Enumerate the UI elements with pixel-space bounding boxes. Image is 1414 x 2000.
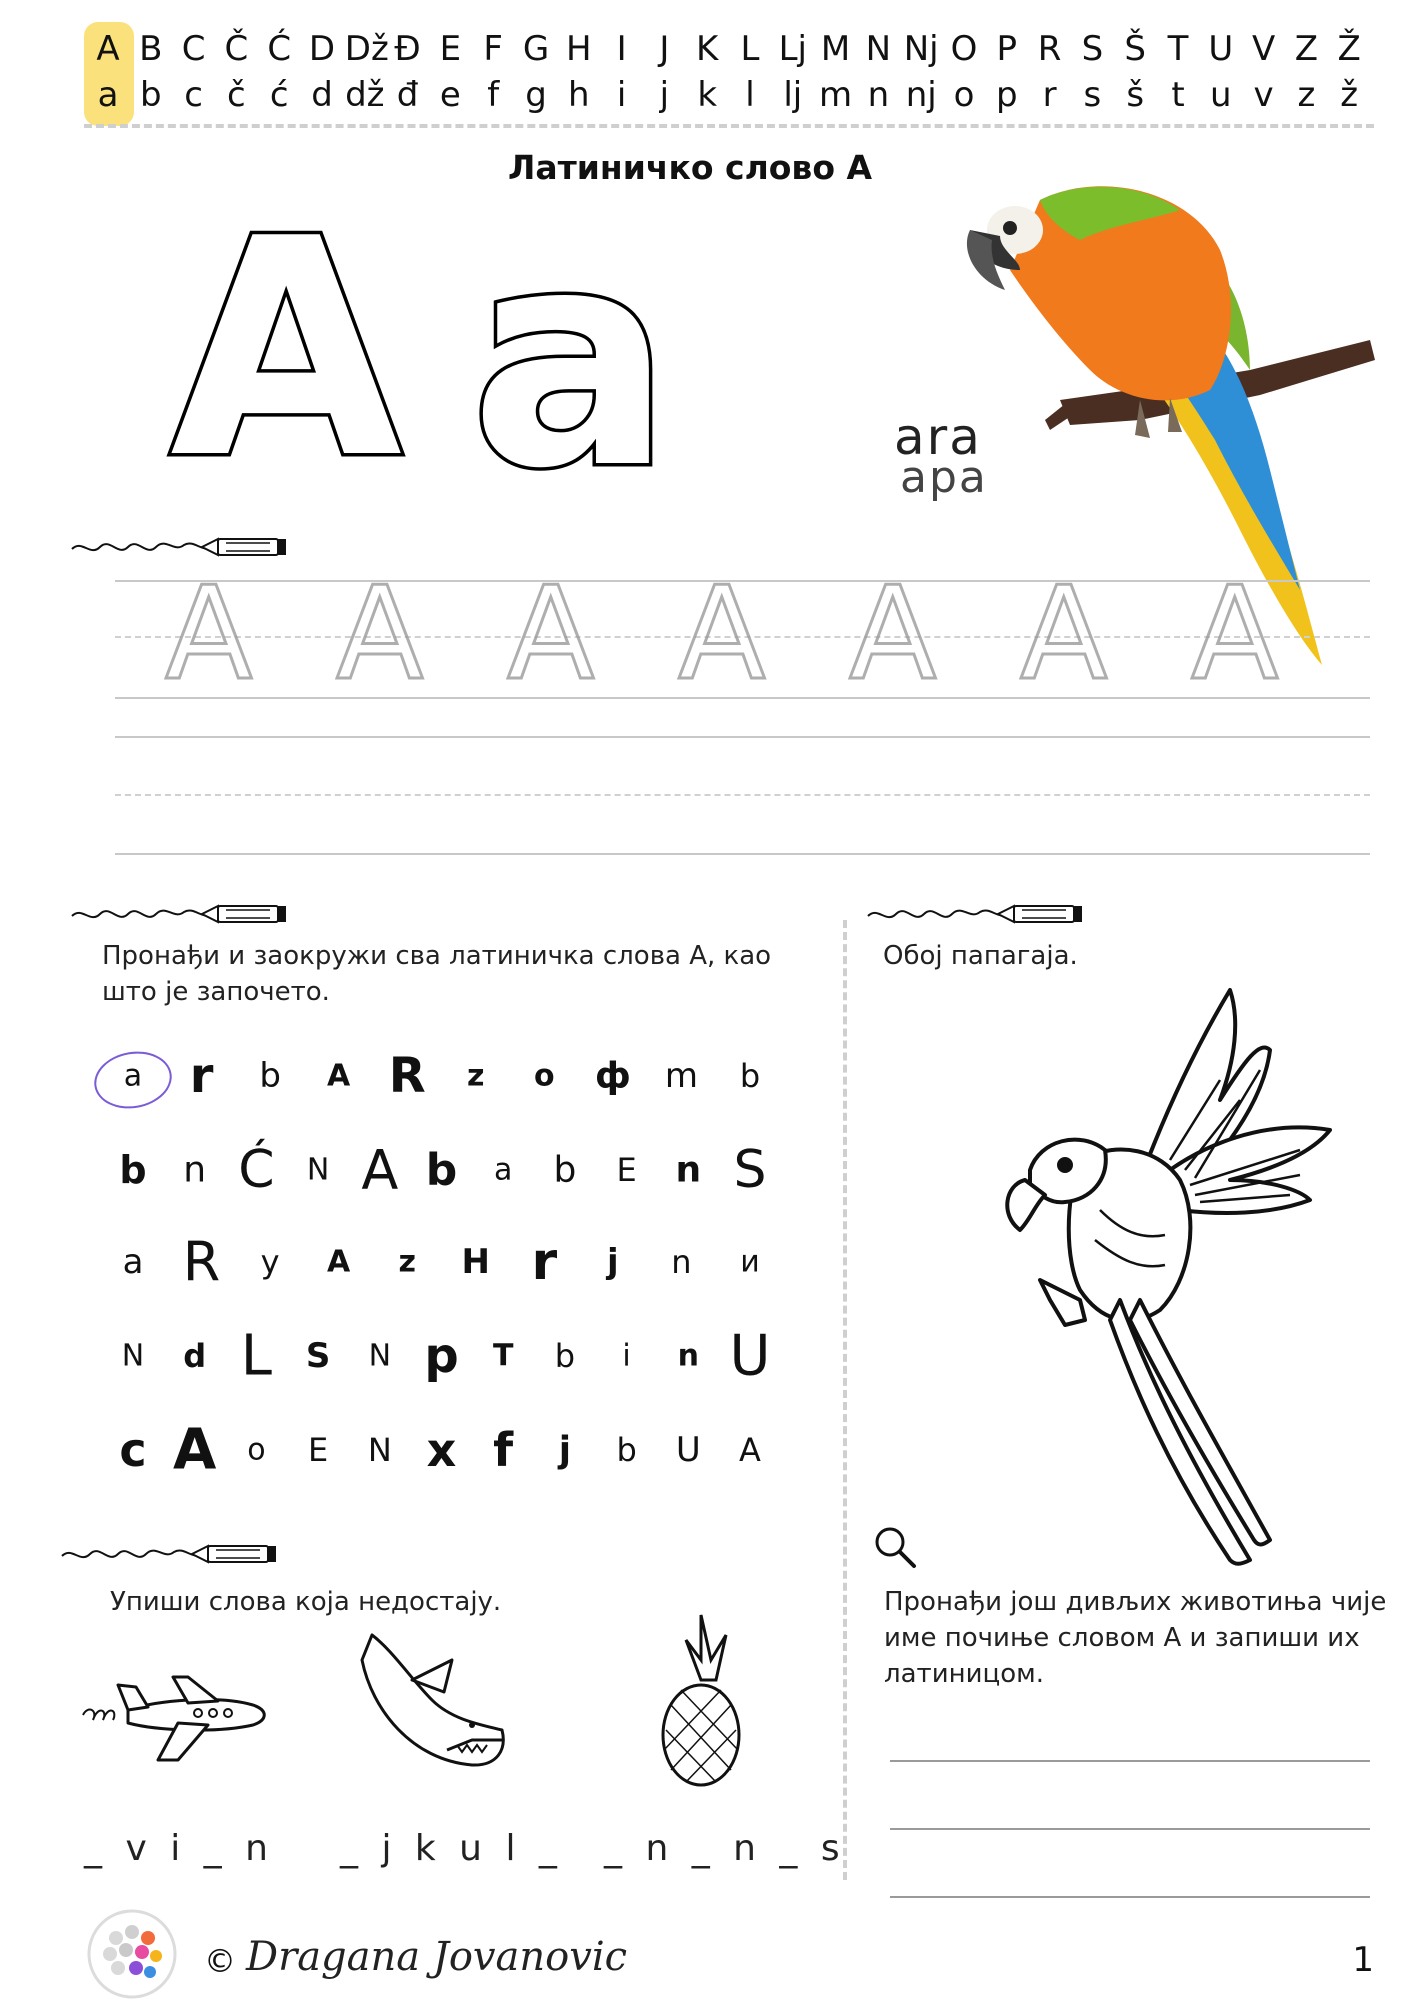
trace-letter: A: [1020, 560, 1108, 709]
alphabet-lower-5: ć: [269, 75, 289, 115]
example-circle: [90, 1046, 177, 1115]
grid-letter[interactable]: a: [122, 1242, 144, 1282]
alphabet-upper-17: Lj: [778, 29, 807, 69]
alphabet-lower-30: ž: [1340, 75, 1359, 115]
answer-line-3[interactable]: [890, 1896, 1370, 1898]
grid-letter[interactable]: b: [119, 1148, 147, 1192]
grid-letter[interactable]: S: [733, 1140, 767, 1200]
alphabet-upper-16: L: [740, 29, 760, 69]
alphabet-lowercase-row: [84, 72, 1384, 118]
grid-letter[interactable]: A: [327, 1244, 351, 1280]
alphabet-upper-9: E: [439, 29, 462, 69]
trace-letter: A: [849, 560, 937, 709]
alphabet-upper-25: Š: [1124, 29, 1146, 69]
alphabet-upper-23: R: [1037, 29, 1062, 69]
animals-instruction: Пронађи још дивљих животиња чије име почиње словом А и запиши их латиницом.: [884, 1587, 1387, 1689]
grid-letter[interactable]: i: [622, 1338, 631, 1374]
alphabet-lower-8: đ: [396, 75, 419, 115]
alphabet-upper-28: V: [1251, 29, 1276, 69]
grid-letter[interactable]: j: [607, 1242, 619, 1282]
grid-letter[interactable]: b: [616, 1431, 637, 1469]
grid-letter[interactable]: b: [554, 1337, 576, 1375]
alphabet-lower-6: d: [311, 75, 333, 115]
alphabet-upper-22: P: [996, 29, 1018, 69]
alphabet-lower-11: g: [525, 75, 547, 115]
grid-letter[interactable]: a: [493, 1152, 513, 1188]
write-line-base[interactable]: [115, 853, 1370, 855]
example-word-latin: ara: [894, 408, 982, 466]
grid-letter[interactable]: c: [119, 1423, 147, 1477]
pineapple-icon: [656, 1610, 746, 1790]
alphabet-upper-30: Ž: [1337, 29, 1361, 69]
alphabet-lower-24: s: [1083, 75, 1102, 115]
grid-letter[interactable]: A: [173, 1417, 217, 1483]
copyright-symbol: ©: [204, 1942, 236, 1980]
alphabet-lower-10: f: [487, 75, 500, 115]
alphabet-upper-4: Č: [224, 29, 249, 69]
alphabet-upper-29: Z: [1294, 29, 1319, 69]
missing-word-2[interactable]: _ j k u l _: [340, 1828, 563, 1869]
alphabet-lower-26: t: [1171, 75, 1185, 115]
pencil-icon: [70, 533, 290, 561]
alphabet-divider: [84, 124, 1374, 128]
parrot-coloring-outline[interactable]: [970, 980, 1350, 1570]
answer-line-1[interactable]: [890, 1760, 1370, 1762]
alphabet-uppercase-row: [84, 26, 1384, 72]
grid-letter[interactable]: b: [739, 1057, 761, 1095]
trace-letter: A: [507, 560, 595, 709]
grid-letter[interactable]: H: [461, 1242, 490, 1282]
alphabet-lower-12: h: [568, 75, 590, 115]
alphabet-lower-14: j: [659, 75, 670, 115]
grid-letter[interactable]: j: [558, 1429, 572, 1471]
grid-letter[interactable]: n: [671, 1243, 692, 1281]
grid-letter[interactable]: n: [677, 1338, 699, 1374]
grid-letter[interactable]: N: [368, 1338, 392, 1374]
grid-letter[interactable]: f: [493, 1423, 514, 1477]
alphabet-upper-21: O: [950, 29, 978, 69]
example-word-cyrillic: ара: [900, 452, 988, 503]
alphabet-upper-19: N: [865, 29, 892, 69]
trace-letter: A: [1191, 560, 1279, 709]
find-instruction: Пронађи и заокружи сва латиничка слова А, као што је започето.: [102, 941, 772, 1007]
alphabet-lower-4: č: [227, 75, 246, 115]
answer-line-2[interactable]: [890, 1828, 1370, 1830]
write-line-mid[interactable]: [115, 794, 1370, 796]
alphabet-lower-3: c: [184, 75, 203, 115]
alphabet-upper-20: Nj: [903, 29, 939, 69]
pencil-icon: [866, 900, 1086, 928]
alphabet-upper-5: Ć: [267, 29, 292, 69]
alphabet-upper-7: Dž: [344, 29, 389, 69]
alphabet-upper-27: U: [1208, 29, 1234, 69]
grid-letter[interactable]: b: [259, 1056, 281, 1096]
grid-letter[interactable]: b: [553, 1149, 577, 1191]
magnifier-icon: [872, 1524, 918, 1570]
grid-letter[interactable]: N: [121, 1338, 145, 1374]
grid-letter[interactable]: d: [183, 1337, 207, 1375]
alphabet-lower-22: p: [996, 75, 1018, 115]
grid-letter[interactable]: и: [740, 1244, 760, 1280]
alphabet-lower-27: u: [1210, 75, 1232, 115]
section-divider: [843, 920, 847, 1880]
grid-letter[interactable]: U: [729, 1323, 771, 1389]
alphabet-lower-9: e: [439, 75, 461, 115]
alphabet-upper-1: A: [96, 29, 120, 69]
grid-letter[interactable]: r: [189, 1048, 214, 1104]
alphabet-upper-6: D: [308, 29, 336, 69]
grid-letter[interactable]: S: [305, 1336, 331, 1376]
grid-letter[interactable]: N: [306, 1152, 330, 1188]
alphabet-upper-18: M: [820, 29, 851, 69]
alphabet-upper-11: G: [522, 29, 550, 69]
grid-letter[interactable]: r: [531, 1232, 558, 1292]
grid-letter[interactable]: z: [398, 1244, 416, 1280]
alphabet-upper-15: K: [696, 29, 719, 69]
page-number: 1: [1352, 1940, 1374, 1980]
alphabet-lower-25: š: [1126, 75, 1145, 115]
alphabet-lower-7: dž: [345, 75, 385, 115]
missing-word-3[interactable]: _ n _ n _ s: [604, 1828, 846, 1869]
big-uppercase-letter: A: [170, 175, 403, 524]
alphabet-upper-12: H: [566, 29, 592, 69]
alphabet-lower-28: v: [1253, 75, 1274, 115]
page-title: Латиничко слово А: [507, 148, 873, 187]
grid-letter[interactable]: o: [534, 1058, 555, 1094]
grid-letter[interactable]: n: [183, 1149, 207, 1191]
alphabet-lower-18: m: [819, 75, 853, 115]
alphabet-upper-13: I: [616, 29, 627, 69]
alphabet-lower-15: k: [697, 75, 718, 115]
pencil-icon: [70, 900, 290, 928]
alphabet-lower-20: nj: [905, 75, 937, 115]
grid-letter[interactable]: A: [739, 1431, 761, 1469]
alphabet-lower-23: r: [1042, 75, 1057, 115]
grid-letter[interactable]: a: [123, 1058, 143, 1094]
trace-letter: A: [678, 560, 766, 709]
grid-letter[interactable]: A: [327, 1058, 351, 1094]
alphabet-upper-26: T: [1167, 29, 1189, 69]
grid-letter[interactable]: x: [426, 1423, 457, 1477]
grid-letter[interactable]: b: [425, 1144, 458, 1196]
signature: Dragana Jovanovic: [246, 1934, 628, 1980]
grid-letter[interactable]: p: [424, 1328, 459, 1384]
grid-letter[interactable]: z: [467, 1058, 485, 1094]
grid-letter[interactable]: n: [675, 1149, 702, 1191]
shark-icon: [352, 1630, 512, 1780]
write-line-top[interactable]: [115, 736, 1370, 738]
grid-letter[interactable]: N: [367, 1431, 392, 1469]
grid-letter[interactable]: ф: [595, 1055, 631, 1097]
logo-icon: [86, 1908, 178, 2000]
grid-letter[interactable]: E: [307, 1431, 329, 1469]
alphabet-lower-21: o: [953, 75, 975, 115]
grid-letter[interactable]: y: [260, 1243, 280, 1281]
pencil-icon: [60, 1540, 280, 1568]
grid-letter[interactable]: T: [492, 1338, 514, 1374]
alphabet-upper-14: J: [659, 29, 670, 69]
alphabet-upper-10: F: [483, 29, 503, 69]
parrot-photo-illustration: [930, 170, 1380, 670]
alphabet-upper-3: C: [181, 29, 206, 69]
grid-letter[interactable]: m: [664, 1056, 698, 1096]
grid-letter[interactable]: U: [675, 1430, 701, 1470]
grid-letter[interactable]: L: [240, 1323, 272, 1389]
trace-letter: A: [165, 560, 253, 709]
missing-word-1[interactable]: _ v i _ n: [84, 1828, 274, 1869]
airplane-icon: [78, 1665, 268, 1765]
trace-letter: A: [336, 560, 424, 709]
grid-letter[interactable]: Ć: [238, 1140, 275, 1200]
missing-instruction: Упиши слова која недостају.: [110, 1587, 502, 1617]
grid-letter[interactable]: R: [388, 1048, 426, 1104]
alphabet-lower-29: z: [1297, 75, 1316, 115]
alphabet-upper-2: B: [139, 29, 163, 69]
alphabet-lower-1: a: [97, 75, 119, 115]
alphabet-upper-8: Đ: [394, 29, 421, 69]
grid-letter[interactable]: o: [247, 1432, 266, 1468]
big-lowercase-letter: a: [470, 185, 673, 534]
alphabet-lower-16: l: [745, 75, 755, 115]
color-instruction: Обој папагаја.: [883, 941, 1078, 971]
grid-letter[interactable]: A: [361, 1138, 399, 1202]
alphabet-lower-13: i: [616, 75, 627, 115]
grid-letter[interactable]: R: [182, 1230, 221, 1294]
alphabet-lower-2: b: [140, 75, 162, 115]
grid-letter[interactable]: E: [616, 1151, 637, 1189]
alphabet-lower-17: lj: [783, 75, 803, 115]
alphabet-upper-24: S: [1081, 29, 1104, 69]
alphabet-lower-19: n: [867, 75, 890, 115]
